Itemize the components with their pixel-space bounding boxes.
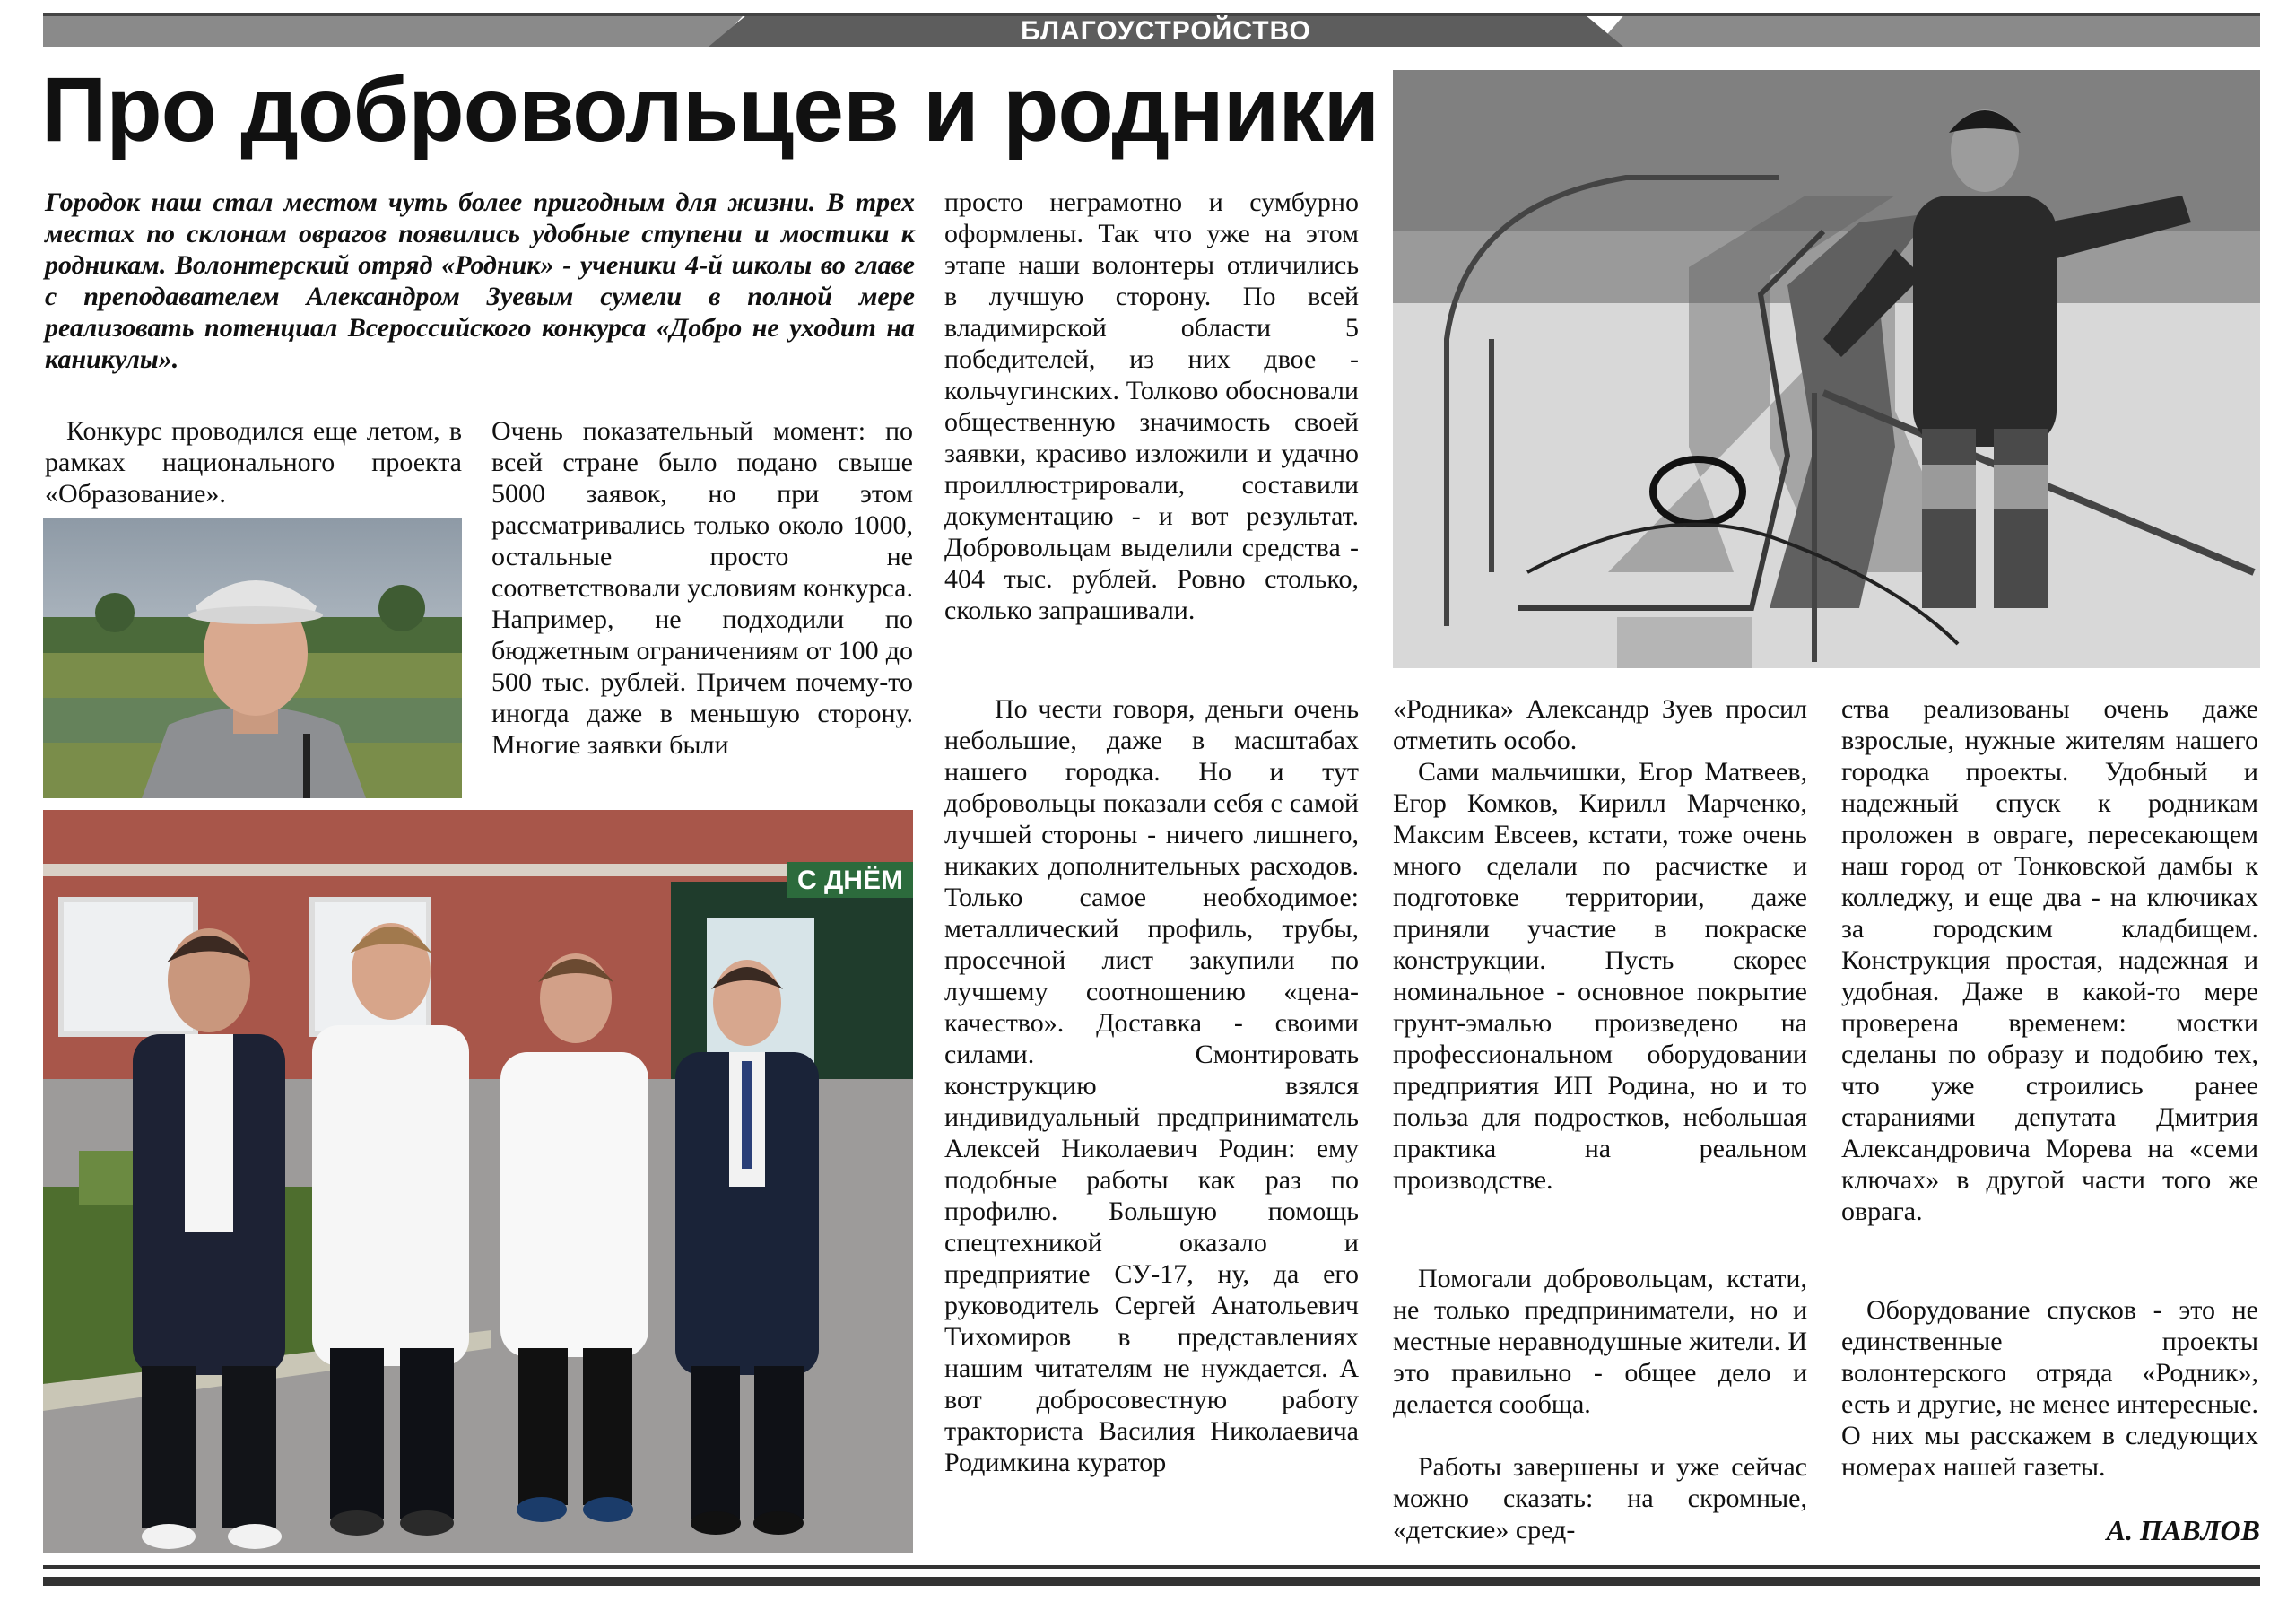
bottom-rule-thick [43,1577,2260,1586]
bridge-photo [1393,70,2260,668]
article-lead: Городок наш стал местом чуть более пригодным для жизни. В трех местах по склонам оврагов появились удобные ступени и мостики к родникам. Волонтерский отряд «Родник» - ученики 4-й школы во главе с преподавателем Александром Зуевым сумели в полной мере реализовать потенциал Всероссийского конкурса «Добро не уходит на каникулы». [45,187,915,374]
column-4-text-c: Помогали добровольцам, кстати, не только предприниматели, но и местные неравнодушные жители. И это правильно - общее дело и делается сообща. [1393,1264,1807,1419]
portrait-photo [43,518,462,798]
group-photo-image [43,810,913,1553]
article-headline: Про добровольцев и родники [41,58,1379,161]
author-byline: А. ПАВЛОВ [2106,1514,2260,1546]
bridge-photo-image [1393,70,2260,668]
group-photo [43,810,913,1553]
portrait-photo-image [43,518,462,798]
column-5-text-b: Оборудование спусков - это не единственные проекты волонтерского отряда «Родник», есть и другие, не менее интересные. О них мы расскажем в следующих номерах нашей газеты. [1841,1295,2258,1482]
bottom-rule-thin [43,1565,2260,1569]
column-4-text-b: Сами мальчишки, Егор Матвеев, Егор Комков, Кирилл Марченко, Максим Евсеев, кстати, тоже очень много сделали по расчистке и подготовке территории, даже приняли участие в покраске конструкции. Пусть скорее номинальное - основное покрытие грунт-эмалью произведено на профессиональном оборудовании предприятия ИП Родина, но и то польза для подростков, небольшая практика на реальном производстве. [1393,757,1807,1195]
column-1-text: Конкурс проводился еще летом, в рамках национального проекта «Образование». [45,416,462,509]
section-label: БЛАГОУСТРОЙСТВО [1021,16,1311,46]
column-4-text-a: «Родника» Александр Зуев просил отметить особо. [1393,694,1807,755]
column-2-text: Очень показательный момент: по всей стране было подано свыше 5000 заявок, но при этом рассматривались только около 1000, остальные просто не соответствовали условиям конкурса. Например, не подходили по бюджетным ограничениям от 100 до 500 тыс. рублей. Причем почему-то иногда даже в меньшую сторону. Многие заявки были [491,416,913,760]
column-3-text-b: По чести говоря, деньги очень небольшие, даже в масштабах нашего городка. Но и тут добровольцы показали себя с самой лучшей стороны - ничего лишнего, никаких дополнительных расходов. Только самое необходимое: металлический профиль, трубы, просечной лист закупили по лучшему соотношению «цена-качество». Доставка - своими силами. Смонтировать конструкцию взялся индивидуальный предприниматель Алексей Николаевич Родин: ему подобные работы как раз по профилю. Большую помощь спецтехникой оказало и предприятие СУ-17, ну, да его руководитель Сергей Анатольевич Тихомиров в представлениях нашим читателям не нуждается. А вот добросовестную работу тракториста Василия Николаевича Родимкина куратор [944,694,1359,1477]
column-5-text-a: ства реализованы очень даже взрослые, нужные жителям нашего городка проекты. Удобный и надежный спуск к родникам проложен в овраге, пересекающем наш город от Тонковской дамбы к колледжу, и еще два - на ключиках за городским кладбищем. Конструкция простая, надежная и удобная. Даже в какой-то мере проверена временем: мостки сделаны по образу и подобию тех, что уже строились ранее стараниями депутата Дмитрия Александровича Морева на «семи ключах» в другой части того же оврага. [1841,694,2258,1226]
column-4-text-d: Работы завершены и уже сейчас можно сказать: на скромные, «детские» сред- [1393,1452,1807,1545]
header-band-left [43,16,743,47]
sign-text: С ДНЁМ [796,866,904,895]
column-3-text-a: просто неграмотно и сумбурно оформлены. Так что уже на этом этапе наши волонтеры отличились в лучшую сторону. По всей владимирской области 5 победителей, из них двое - кольчугинских. Толково обосновали общественную значимость своей заявки, красиво изложили и удачно проиллюстрировали, составили документацию - и вот результат. Добровольцам выделили средства - 404 тыс. рублей. Ровно столько, сколько запрашивали. [944,187,1359,625]
header-band-right [1596,16,2260,47]
